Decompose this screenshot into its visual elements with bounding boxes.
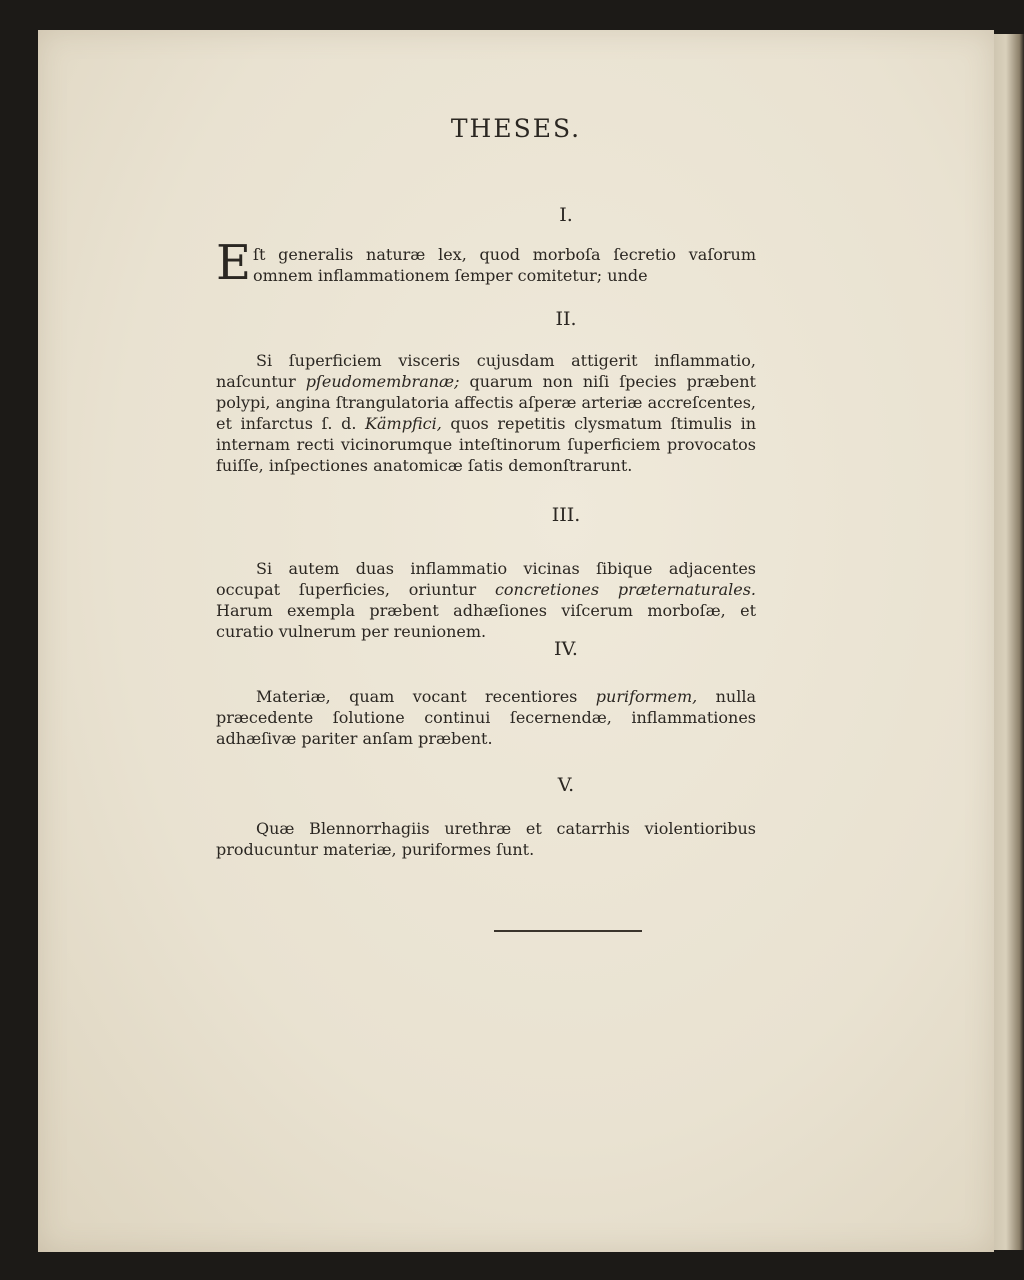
section-1-body: ſt generalis naturæ lex, quod morboſa ſecretio vaſorum omnem inflammationem ſemper comitetur; unde: [253, 245, 756, 285]
section-4-lead: Materiæ, quam vocant recentiores: [256, 687, 578, 706]
section-5-body: Quæ Blennorrhagiis urethræ et catarrhis violentioribus producuntur materiæ, puriformes ſunt.: [216, 819, 756, 859]
section-2-italic-1: pſeudomembranæ;: [305, 372, 460, 391]
section-3-lead: Si autem duas inflammatio vicinas ſibique adjacentes occupat ſuperficies, oriuntur: [216, 559, 756, 599]
section-3-italic: concretiones præternaturales.: [494, 580, 756, 599]
section-2-tail: quos repetitis clysmatum ſtimulis in internam recti vicinorumque inteſtinorum ſuperficiem provocatos fuiſſe, inſpectiones anatomicæ ſatis demonſtrarunt.: [216, 414, 756, 475]
closing-rule: [494, 930, 642, 932]
document-page: [38, 30, 994, 1252]
section-2-lead: Si ſuperficiem visceris cujusdam attigerit inflammatio, naſcuntur: [216, 351, 756, 391]
section-numeral-2: II.: [555, 308, 577, 330]
section-text-1: [216, 235, 756, 291]
section-text-3: [216, 558, 756, 642]
section-text-4: [216, 686, 756, 749]
section-numeral-5: V.: [557, 774, 575, 796]
section-numeral-4: IV.: [554, 638, 578, 660]
section-2-italic-2: Kämpfici,: [365, 414, 442, 433]
section-text-5: [216, 818, 756, 860]
section-text-2: [216, 350, 756, 476]
section-3-tail: Harum exempla præbent adhæſiones viſcerum morboſæ, et curatio vulnerum per reunionem.: [216, 601, 756, 641]
section-numeral-3: III.: [551, 504, 581, 526]
page-title: THESES.: [450, 114, 582, 143]
section-numeral-1: I.: [559, 204, 573, 226]
section-4-italic: puriformem,: [595, 687, 698, 706]
drop-cap: E: [216, 235, 252, 291]
section-2-mid: quarum non niſi ſpecies præbent polypi, angina ſtrangulatoria affectis aſperæ arteriæ accreſcentes, et infarctus ſ. d.: [216, 372, 756, 433]
section-4-tail: nulla præcedente ſolutione continui ſecernendæ, inflammationes adhæſivæ pariter anſam præbent.: [216, 687, 756, 748]
